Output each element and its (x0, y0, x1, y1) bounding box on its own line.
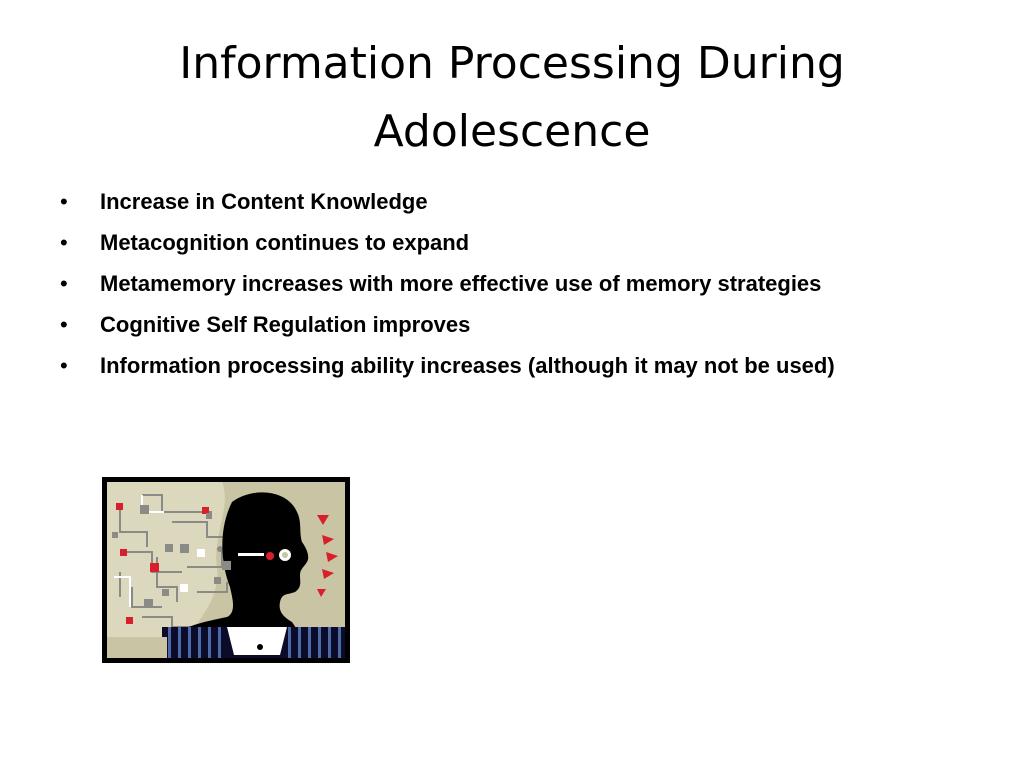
slide-title-line-1: Information Processing During (179, 38, 845, 89)
slide-title (112, 30, 912, 166)
bullet-marker: • (60, 353, 68, 378)
slide-title-line-2: Adolescence (373, 106, 651, 157)
bullet-marker: • (60, 312, 68, 337)
bullet-text: Metamemory increases with more effective use of memory strategies (100, 271, 822, 296)
bullet-item (56, 306, 835, 347)
bullet-marker: • (60, 189, 68, 214)
bullet-item (56, 265, 835, 306)
bullet-text: Information processing ability increases (although it may not be used) (100, 353, 835, 378)
bullet-item (56, 347, 835, 388)
bullet-marker: • (60, 230, 68, 255)
thinking-head-circuit-icon (102, 477, 350, 663)
bullet-list (56, 183, 835, 388)
bullet-text: Increase in Content Knowledge (100, 189, 428, 214)
bullet-text: Cognitive Self Regulation improves (100, 312, 471, 337)
bullet-marker: • (60, 271, 68, 296)
bullet-item (56, 224, 835, 265)
bullet-item (56, 183, 835, 224)
bullet-text: Metacognition continues to expand (100, 230, 470, 255)
